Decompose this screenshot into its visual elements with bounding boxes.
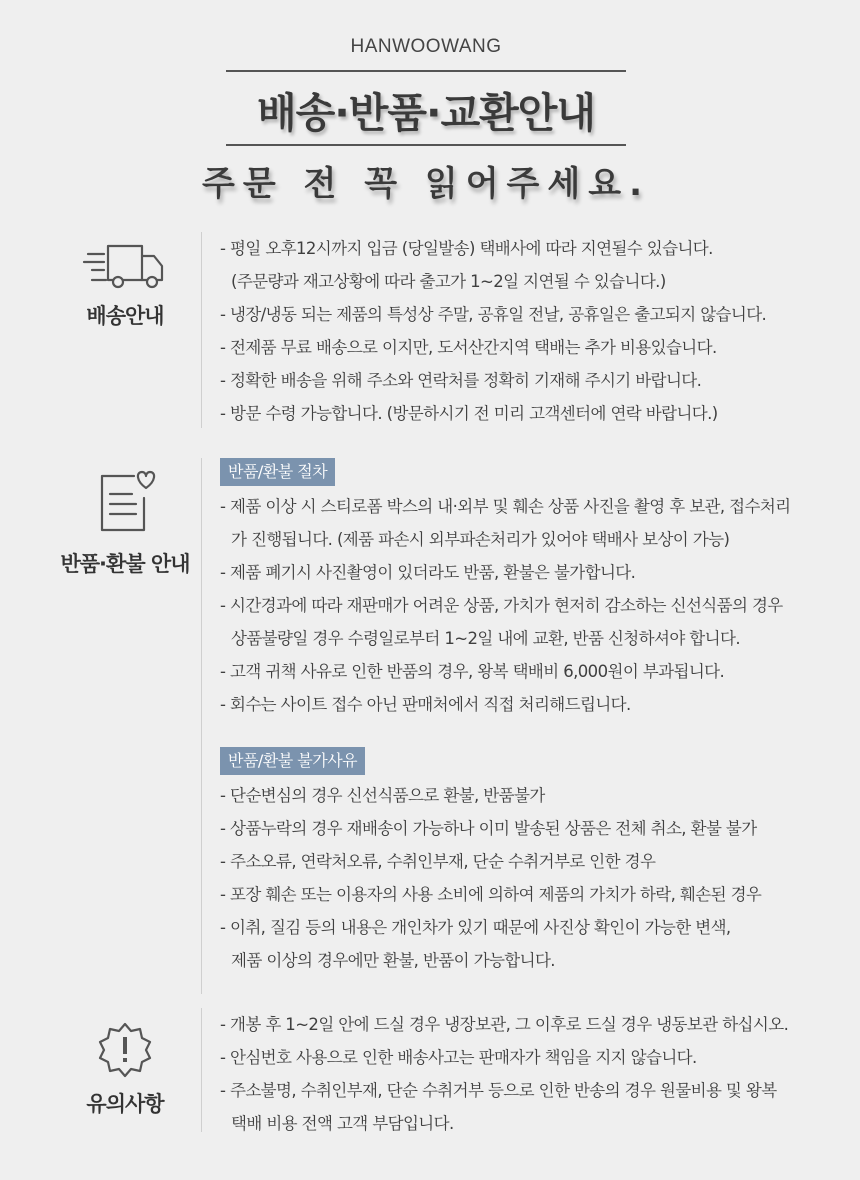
title-bottom-rule bbox=[226, 144, 626, 146]
refund-side bbox=[40, 468, 210, 578]
page-subtitle: 주문 전 꼭 읽어주세요. bbox=[201, 164, 651, 204]
reasons-line: - 이취, 질김 등의 내용은 개인차가 있기 때문에 사진상 확인이 가능한 변색, bbox=[220, 918, 731, 937]
refund-content bbox=[220, 458, 840, 977]
procedure-line: - 제품 이상 시 스티로폼 박스의 내·외부 및 훼손 상품 사진을 촬영 후 보관, 접수처리 bbox=[220, 497, 791, 516]
reasons-line: - 상품누락의 경우 재배송이 가능하나 이미 발송된 상품은 전체 취소, 환불 불가 bbox=[220, 819, 757, 838]
delivery-line: - 방문 수령 가능합니다. (방문하시기 전 미리 고객센터에 연락 바랍니다.) bbox=[220, 404, 718, 423]
title-top-rule bbox=[226, 70, 626, 72]
procedure-tag: 반품/환불 절차 bbox=[220, 458, 335, 486]
procedure-line: - 고객 귀책 사유로 인한 반품의 경우, 왕복 택배비 6,000원이 부과됩니다. bbox=[220, 662, 725, 681]
delivery-label: 배송안내 bbox=[86, 304, 164, 328]
brand-name: HANWOOWANG bbox=[350, 36, 502, 57]
refund-label: 반품·환불 안내 bbox=[60, 552, 190, 576]
procedure-line: - 회수는 사이트 접수 아닌 판매처에서 직접 처리해드립니다. bbox=[220, 695, 631, 714]
reasons-line: - 포장 훼손 또는 이용자의 사용 소비에 의하여 제품의 가치가 하락, 훼손된 경우 bbox=[220, 885, 762, 904]
notice-content bbox=[220, 1008, 840, 1140]
delivery-line: - 정확한 배송을 위해 주소와 연락처를 정확히 기재해 주시기 바랍니다. bbox=[220, 371, 702, 390]
delivery-line: - 평일 오후12시까지 입금 (당일발송) 택배사에 따라 지연될수 있습니다. bbox=[220, 239, 713, 258]
procedure-line: 상품불량일 경우 수령일로부터 1~2일 내에 교환, 반품 신청하셔야 합니다. bbox=[231, 629, 740, 648]
exclamation-badge-icon bbox=[95, 1020, 155, 1080]
procedure-line: - 제품 폐기시 사진촬영이 있더라도 반품, 환불은 불가합니다. bbox=[220, 563, 636, 582]
truck-icon bbox=[82, 240, 168, 292]
reasons-line: - 단순변심의 경우 신선식품으로 환불, 반품불가 bbox=[220, 786, 545, 805]
spacer bbox=[220, 721, 840, 747]
page-title: 배송·반품·교환안내 bbox=[257, 89, 595, 137]
delivery-line: (주문량과 재고상황에 따라 출고가 1~2일 지연될 수 있습니다.) bbox=[231, 272, 666, 291]
delivery-line: - 전제품 무료 배송으로 이지만, 도서산간지역 택배는 추가 비용있습니다. bbox=[220, 338, 717, 357]
notice-line: - 주소불명, 수취인부재, 단순 수취거부 등으로 인한 반송의 경우 원물비용 및 왕복 bbox=[220, 1081, 777, 1100]
delivery-side bbox=[40, 240, 210, 330]
delivery-line: - 냉장/냉동 되는 제품의 특성상 주말, 공휴일 전날, 공휴일은 출고되지 않습니다. bbox=[220, 305, 767, 324]
reasons-line: 제품 이상의 경우에만 환불, 반품이 가능합니다. bbox=[231, 951, 555, 970]
notice-label: 유의사항 bbox=[86, 1092, 164, 1116]
procedure-line: - 시간경과에 따라 재판매가 어려운 상품, 가치가 현저히 감소하는 신선식품의 경우 bbox=[220, 596, 783, 615]
procedure-line: 가 진행됩니다. (제품 파손시 외부파손처리가 있어야 택배사 보상이 가능) bbox=[231, 530, 730, 549]
delivery-content bbox=[220, 232, 840, 430]
reasons-tag: 반품/환불 불가사유 bbox=[220, 747, 365, 775]
document-heart-icon bbox=[90, 468, 160, 534]
refund-divider bbox=[201, 458, 202, 994]
notice-line: - 개봉 후 1~2일 안에 드실 경우 냉장보관, 그 이후로 드실 경우 냉동보관 하십시오. bbox=[220, 1015, 789, 1034]
delivery-divider bbox=[201, 232, 202, 428]
notice-line: 택배 비용 전액 고객 부담입니다. bbox=[231, 1114, 454, 1133]
reasons-line: - 주소오류, 연락처오류, 수취인부재, 단순 수취거부로 인한 경우 bbox=[220, 852, 656, 871]
notice-line: - 안심번호 사용으로 인한 배송사고는 판매자가 책임을 지지 않습니다. bbox=[220, 1048, 697, 1067]
notice-divider bbox=[201, 1008, 202, 1132]
notice-side bbox=[40, 1020, 210, 1118]
